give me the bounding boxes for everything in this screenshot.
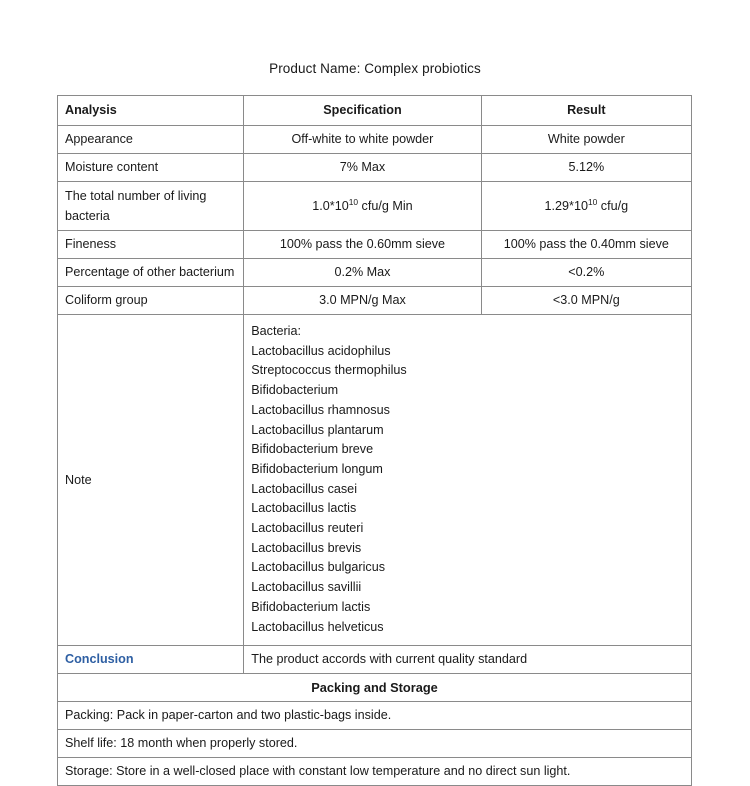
conclusion-text: The product accords with current quality standard	[251, 652, 528, 667]
cell-specification	[244, 154, 481, 182]
bacteria-list	[244, 315, 691, 645]
cell-specification	[244, 231, 481, 259]
list-item: Lactobacillus plantarum	[251, 422, 384, 437]
table-row	[58, 287, 692, 315]
header-label-analysis: Analysis	[65, 103, 117, 117]
result-mantissa: 1.29*10	[544, 198, 588, 213]
list-item: Bifidobacterium	[251, 383, 339, 398]
table-row	[58, 259, 692, 287]
analysis-value: Fineness	[65, 237, 117, 251]
storage-cell	[58, 758, 692, 786]
analysis-value: Coliform group	[65, 293, 148, 307]
packing-row	[58, 702, 692, 730]
conclusion-label: Conclusion	[65, 652, 134, 667]
storage-text: Storage: Store in a well-closed place with constant low temperature and no direct sun light.	[65, 764, 571, 779]
header-cell-specification	[244, 96, 481, 126]
analysis-value: The total number of living bacteria	[65, 189, 207, 223]
certificate-of-analysis-table	[57, 95, 692, 786]
list-item: Lactobacillus casei	[251, 481, 357, 496]
result-value: <0.2%	[568, 265, 605, 279]
cell-analysis	[58, 182, 244, 231]
list-item: Lactobacillus reuteri	[251, 521, 364, 536]
cell-analysis	[58, 259, 244, 287]
cell-result	[481, 231, 691, 259]
page-title: Product Name: Complex probiotics	[269, 61, 481, 76]
specification-value: Off-white to white powder	[291, 132, 434, 146]
specification-value: 100% pass the 0.60mm sieve	[279, 237, 446, 251]
specification-value: 7% Max	[339, 160, 386, 174]
spec-exponent: 10	[348, 196, 359, 207]
packing-cell	[58, 702, 692, 730]
shelf-life-text: Shelf life: 18 month when properly stored.	[65, 736, 298, 751]
result-value: White powder	[547, 132, 625, 146]
cell-analysis	[58, 154, 244, 182]
table-row	[58, 182, 692, 231]
packing-storage-header-cell	[58, 674, 692, 702]
cell-analysis	[58, 126, 244, 154]
note-body-cell	[244, 315, 692, 646]
spec-unit: cfu/g Min	[358, 198, 413, 213]
table-row	[58, 126, 692, 154]
result-value	[482, 193, 691, 220]
table-row	[58, 231, 692, 259]
list-item: Lactobacillus savillii	[251, 580, 362, 595]
analysis-value: Percentage of other bacterium	[65, 265, 235, 279]
note-row	[58, 315, 692, 646]
analysis-value: Moisture content	[65, 160, 159, 174]
result-value: 5.12%	[568, 160, 605, 174]
cell-specification	[244, 287, 481, 315]
result-value: 100% pass the 0.40mm sieve	[503, 237, 669, 251]
cell-result	[481, 126, 691, 154]
conclusion-text-cell	[244, 646, 692, 674]
cell-specification	[244, 126, 481, 154]
cell-specification	[244, 259, 481, 287]
storage-row	[58, 758, 692, 786]
header-cell-analysis	[58, 96, 244, 126]
packing-text: Packing: Pack in paper-carton and two plastic-bags inside.	[65, 708, 392, 723]
list-item: Lactobacillus brevis	[251, 540, 362, 555]
list-item: Lactobacillus lactis	[251, 501, 357, 516]
list-item: Streptococcus thermophilus	[251, 363, 407, 378]
spec-mantissa: 1.0*10	[312, 198, 349, 213]
bacteria-list-heading: Bacteria:	[251, 324, 301, 338]
cell-analysis	[58, 287, 244, 315]
list-item: Lactobacillus helveticus	[251, 619, 384, 634]
result-unit: cfu/g	[597, 198, 629, 213]
note-label: Note	[65, 472, 92, 487]
list-item: Lactobacillus acidophilus	[251, 343, 391, 358]
header-label-specification: Specification	[323, 103, 402, 117]
cell-result	[481, 182, 691, 231]
specification-value: 3.0 MPN/g Max	[319, 293, 406, 307]
note-label-cell	[58, 315, 244, 646]
shelf-life-cell	[58, 730, 692, 758]
specification-value	[244, 193, 480, 220]
result-exponent: 10	[587, 196, 598, 207]
list-item: Bifidobacterium breve	[251, 442, 374, 457]
list-item: Bifidobacterium longum	[251, 461, 383, 476]
list-item: Bifidobacterium lactis	[251, 599, 371, 614]
cell-specification	[244, 182, 481, 231]
conclusion-label-cell	[58, 646, 244, 674]
cell-result	[481, 259, 691, 287]
result-value: <3.0 MPN/g	[552, 293, 620, 307]
header-cell-result	[481, 96, 691, 126]
list-item: Lactobacillus bulgaricus	[251, 560, 385, 575]
cell-result	[481, 287, 691, 315]
header-label-result: Result	[567, 103, 606, 117]
analysis-value: Appearance	[65, 132, 133, 146]
conclusion-row	[58, 646, 692, 674]
packing-storage-header-row	[58, 674, 692, 702]
section-title-packing-and-storage: Packing and Storage	[311, 680, 438, 696]
table-header-row	[58, 96, 692, 126]
table-row	[58, 154, 692, 182]
cell-analysis	[58, 231, 244, 259]
list-item: Lactobacillus rhamnosus	[251, 402, 390, 417]
shelf-life-row	[58, 730, 692, 758]
specification-value: 0.2% Max	[334, 265, 391, 279]
cell-result	[481, 154, 691, 182]
